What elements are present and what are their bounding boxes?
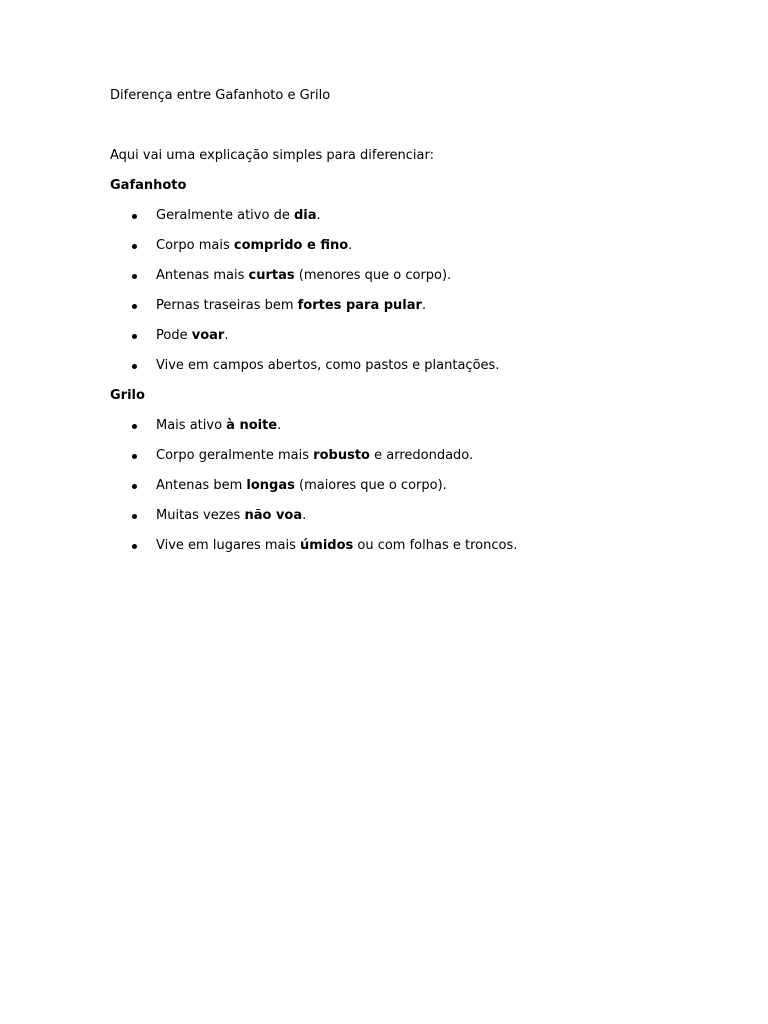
bullet-icon bbox=[132, 334, 137, 339]
bullet-icon bbox=[132, 454, 137, 459]
bullet-icon bbox=[132, 364, 137, 369]
list-item: Vive em lugares mais úmidos ou com folhas e troncos. bbox=[110, 536, 670, 556]
list-item: Vive em campos abertos, como pastos e plantações. bbox=[110, 356, 670, 376]
list-item: Pernas traseiras bem fortes para pular. bbox=[110, 296, 670, 316]
bullet-icon bbox=[132, 214, 137, 219]
list-item: Muitas vezes não voa. bbox=[110, 506, 670, 526]
list-item: Antenas bem longas (maiores que o corpo). bbox=[110, 476, 670, 496]
bullet-icon bbox=[132, 244, 137, 249]
bullet-icon bbox=[132, 304, 137, 309]
list-item: Corpo mais comprido e fino. bbox=[110, 236, 670, 256]
bullet-icon bbox=[132, 424, 137, 429]
bullet-icon bbox=[132, 514, 137, 519]
list-item: Antenas mais curtas (menores que o corpo). bbox=[110, 266, 670, 286]
list-item: Pode voar. bbox=[110, 326, 670, 346]
list-item: Geralmente ativo de dia. bbox=[110, 206, 670, 226]
bullet-list-gafanhoto bbox=[110, 206, 670, 376]
list-item: Mais ativo à noite. bbox=[110, 416, 670, 436]
list-item: Corpo geralmente mais robusto e arredondado. bbox=[110, 446, 670, 466]
section-heading-gafanhoto: Gafanhoto bbox=[110, 178, 187, 193]
bullet-list-grilo bbox=[110, 416, 670, 556]
document-body bbox=[110, 86, 670, 556]
section-heading-grilo: Grilo bbox=[110, 388, 145, 403]
bullet-icon bbox=[132, 544, 137, 549]
bullet-icon bbox=[132, 484, 137, 489]
intro-paragraph: Aqui vai uma explicação simples para diferenciar: bbox=[110, 148, 434, 163]
bullet-icon bbox=[132, 274, 137, 279]
document-title: Diferença entre Gafanhoto e Grilo bbox=[110, 88, 331, 103]
